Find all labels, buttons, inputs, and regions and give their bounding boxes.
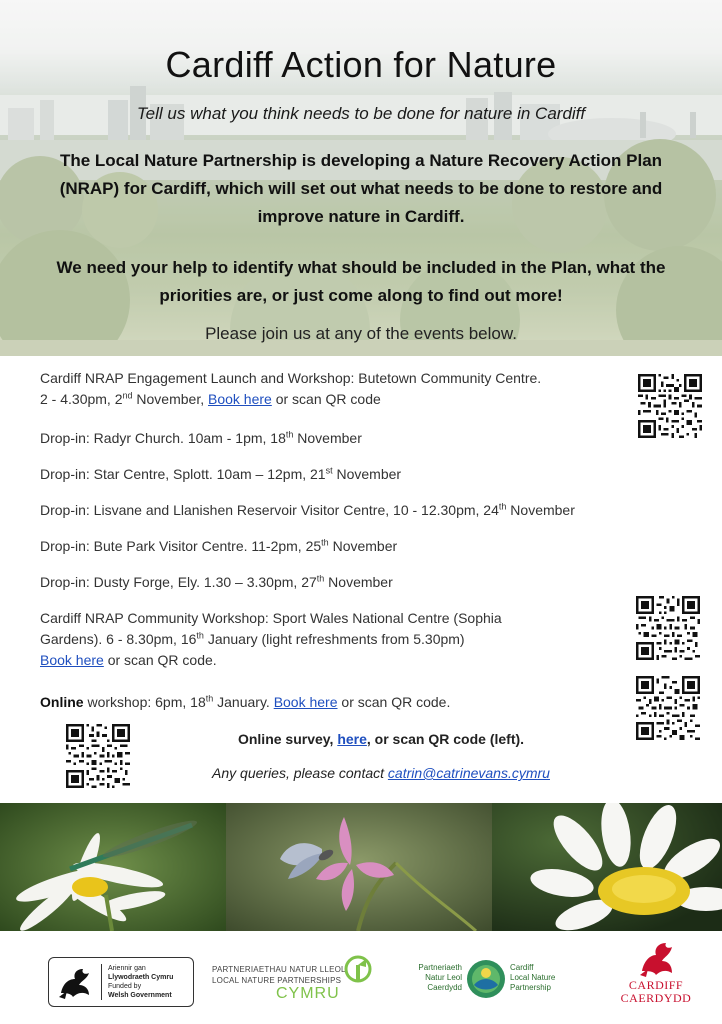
event-community-time: Gardens). 6 - 8.30pm, 16 xyxy=(40,631,197,647)
damselfly-image xyxy=(0,803,226,931)
contact-line xyxy=(0,765,722,781)
subtitle: Tell us what you think needs to be done for nature in Cardiff xyxy=(136,104,586,123)
event-community-line3 xyxy=(40,650,620,671)
event-dropin-month: November xyxy=(506,502,575,518)
event-dropin-month: November xyxy=(293,430,362,446)
clnp-emblem-icon xyxy=(466,959,506,999)
ordinal-suffix: th xyxy=(321,537,329,548)
event-dropin-3 xyxy=(40,500,575,521)
ordinal-suffix: st xyxy=(325,465,333,476)
online-label: Online xyxy=(40,694,84,710)
lnp-line1: PARTNERIAETHAU NATUR LLEOL xyxy=(212,965,346,974)
event-dropin-4 xyxy=(40,536,397,557)
event-launch xyxy=(40,368,640,410)
event-dropin-month: November xyxy=(328,538,398,554)
photo-butterfly-on-flower xyxy=(226,803,492,931)
qr-code-community[interactable] xyxy=(636,596,700,660)
ordinal-suffix: nd xyxy=(122,390,133,401)
ordinal-suffix: th xyxy=(498,501,507,512)
qr-code-icon xyxy=(636,596,700,660)
cardiff-lnp-logo xyxy=(400,955,572,1007)
help-paragraph: We need your help to identify what should be included in the Plan, what the priorities are, or just come along to find out more! xyxy=(56,258,666,305)
lnp-leaf-icon xyxy=(344,955,372,983)
partner-logos xyxy=(0,931,722,1024)
event-dropin-1 xyxy=(40,428,362,449)
event-dropin-text: Drop-in: Dusty Forge, Ely. 1.30 – 3.30pm, 27 xyxy=(40,574,317,590)
wg-line1: Ariennir gan xyxy=(108,965,146,972)
photo-oxeye-daisy xyxy=(492,803,722,931)
qr-code-icon xyxy=(638,374,702,438)
clnp-cy-line2: Natur Leol xyxy=(425,973,462,982)
clnp-en-line1: Cardiff xyxy=(510,963,534,972)
logo-divider xyxy=(101,964,102,1000)
event-launch-month: November, xyxy=(132,391,208,407)
event-community-line1: Cardiff NRAP Community Workshop: Sport Wales National Centre (Sophia xyxy=(40,610,502,626)
event-dropin-text: Drop-in: Radyr Church. 10am - 1pm, 18 xyxy=(40,430,286,446)
survey-link[interactable]: here xyxy=(337,731,367,747)
clnp-welsh-text xyxy=(400,963,462,993)
wg-line3: Funded by xyxy=(108,983,142,990)
event-dropin-5 xyxy=(40,572,393,593)
event-online xyxy=(40,692,450,713)
red-dragon-icon xyxy=(636,937,676,979)
event-community-month: January (light refreshments from 5.30pm) xyxy=(203,631,465,647)
event-community xyxy=(40,608,620,671)
intro-paragraph: The Local Nature Partnership is developing a Nature Recovery Action Plan (NRAP) for Cardiff, which will set out what needs to be done to restore and improve nature in Cardiff. xyxy=(59,151,663,226)
event-dropin-2 xyxy=(40,464,401,485)
event-dropin-text: Drop-in: Star Centre, Splott. 10am – 12pm, 21 xyxy=(40,466,326,482)
photo-damselfly-on-daisy xyxy=(0,803,226,931)
welsh-government-text xyxy=(108,964,173,1000)
ordinal-suffix: th xyxy=(285,429,294,440)
event-dropin-month: November xyxy=(324,574,393,590)
event-launch-line2 xyxy=(40,389,640,410)
event-community-line2 xyxy=(40,629,620,650)
photo-strip xyxy=(0,803,722,931)
event-launch-qr-hint: or scan QR code xyxy=(271,391,381,407)
hero-banner xyxy=(0,0,722,356)
event-online-time: workshop: 6pm, 18 xyxy=(83,694,206,710)
event-dropin-month: November xyxy=(332,466,402,482)
join-text: Please join us at any of the events below. xyxy=(205,324,517,343)
hero-text xyxy=(0,0,722,356)
cardiff-council-logo xyxy=(618,937,694,1021)
lnp-line2: LOCAL NATURE PARTNERSHIPS xyxy=(212,976,342,985)
clnp-cy-line3: Caerdydd xyxy=(427,983,462,992)
clnp-cy-line1: Partneriaeth xyxy=(418,963,462,972)
event-launch-line1: Cardiff NRAP Engagement Launch and Workshop: Butetown Community Centre. xyxy=(40,370,542,386)
event-launch-time: 2 - 4.30pm, 2 xyxy=(40,391,123,407)
contact-email-link[interactable]: catrin@catrinevans.cymru xyxy=(387,765,550,781)
survey-qr-hint: , or scan QR code (left). xyxy=(366,731,525,747)
qr-code-launch[interactable] xyxy=(638,374,702,438)
event-online-month: January. xyxy=(213,694,274,710)
book-community-link[interactable]: Book here xyxy=(40,652,104,668)
daisy-image xyxy=(492,803,722,931)
welsh-dragon-icon xyxy=(55,963,95,1001)
clnp-en-line2: Local Nature xyxy=(510,973,556,982)
event-community-qr-hint: or scan QR code. xyxy=(103,652,217,668)
survey-line xyxy=(0,731,722,747)
lnp-cymru-logo xyxy=(212,955,372,1007)
event-online-qr-hint: or scan QR code. xyxy=(337,694,451,710)
clnp-en-line3: Partnership xyxy=(510,983,551,992)
event-dropin-text: Drop-in: Lisvane and Llanishen Reservoir Visitor Centre, 10 - 12.30pm, 24 xyxy=(40,502,499,518)
council-name-en: CARDIFF xyxy=(628,978,684,992)
council-name-cy: CAERDYDD xyxy=(620,991,692,1005)
wg-line2: Llywodraeth Cymru xyxy=(108,974,174,981)
survey-label: Online survey, xyxy=(237,731,338,747)
book-online-link[interactable]: Book here xyxy=(273,694,338,710)
clnp-english-text xyxy=(510,963,555,993)
lnp-line3: CYMRU xyxy=(276,985,340,1002)
butterfly-image xyxy=(226,803,492,931)
ordinal-suffix: th xyxy=(196,630,204,641)
welsh-government-logo xyxy=(48,957,194,1007)
event-dropin-text: Drop-in: Bute Park Visitor Centre. 11-2pm, 25 xyxy=(40,538,322,554)
wg-line4: Welsh Government xyxy=(108,992,172,999)
contact-label: Any queries, please contact xyxy=(212,765,388,781)
ordinal-suffix: th xyxy=(316,573,325,584)
book-launch-link[interactable]: Book here xyxy=(208,391,272,407)
page-title: Cardiff Action for Nature xyxy=(165,44,557,85)
ordinal-suffix: th xyxy=(205,693,214,704)
